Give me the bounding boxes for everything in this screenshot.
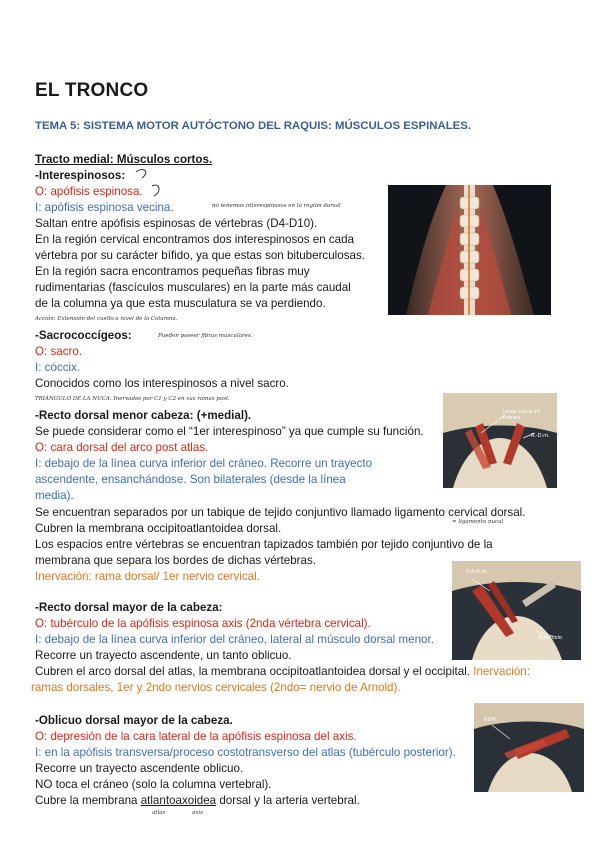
recto-menor-line: Se encuentran separados por un tabique de tejido conjuntivo llamado ligamento cervical dorsal. (35, 506, 526, 519)
recto-menor-line: Cubren la membrana occipitoatlantoidea dorsal. (35, 522, 282, 535)
interespinosos-line: En la región cervical encontramos dos interespinosos en cada (35, 233, 355, 246)
neck-muscles-image (388, 185, 551, 315)
ligament-note: = ligamento nucal (452, 519, 504, 525)
recto-mayor-image (452, 561, 581, 660)
fig-label: Tubérculo (538, 635, 563, 641)
sacrococcigeos-heading: -Sacrococcígeos: (35, 329, 132, 342)
section-heading: Tracto medial: Músculos cortos. (35, 153, 213, 166)
fig-label: R.A-D.m. (466, 569, 488, 575)
recto-mayor-line (35, 664, 530, 680)
interespinosos-action-note: Acción: Extensión del cuello a nivel de la Columna. (35, 316, 178, 322)
recto-mayor-innervation: ramas dorsales, 1er y 2ndo nervios cervicales (2ndo= nervio de Arnold). (31, 681, 401, 694)
oblicuo-mayor-line (35, 793, 360, 809)
recto-mayor-heading: -Recto dorsal mayor de la cabeza: (35, 601, 223, 614)
oblicuo-mayor-line: NO toca el cráneo (solo la columna vertebral). (35, 778, 272, 791)
oblicuo-line3-a: Cubre la membrana (35, 794, 141, 807)
recto-menor-image (443, 393, 557, 488)
under-note-axis: axis (192, 810, 203, 816)
fig-label: RDM (484, 717, 496, 723)
fig-label: Línea curva inf. cráneo (503, 409, 542, 421)
sacrococcigeos-origin: O: sacro. (35, 345, 83, 358)
sacrococcigeos-note: Pueden poseer fibras musculares. (158, 333, 253, 339)
interespinosos-line: vértebra por su carácter bífido, ya que estas son bituberculosas. (35, 249, 365, 262)
sacrococcigeos-insertion: I: cóccix. (35, 361, 81, 374)
fig-label: R.-D.m. (531, 433, 550, 439)
recto-menor-line: Los espacios entre vértebras se encuentran tapizados también por tejido conjuntivo de la (35, 538, 493, 551)
oblicuo-line3-underlined: atlantoaxoidea (140, 794, 217, 807)
under-note-atlas: atlas (152, 810, 166, 816)
recto-menor-insertion: ascendente, ensanchándose. Son bilaterales (desde la línea (35, 473, 346, 486)
recto-menor-innervation: Inervación: rama dorsal/ 1er nervio cervical. (35, 570, 260, 583)
oblicuo-mayor-heading: -Oblicuo dorsal mayor de la cabeza. (35, 714, 233, 727)
page-title: EL TRONCO (35, 80, 149, 101)
interespinosos-insertion: I: apófisis espinosa vecina. (35, 201, 174, 214)
recto-mayor-origin: O: tubérculo de la apófisis espinosa axis (2nda vértebra cervical). (35, 617, 371, 630)
oblicuo-line3-b: dorsal y la arteria vertebral. (216, 794, 360, 807)
oblicuo-mayor-origin: O: depresión de la cara lateral de la apófisis espinosa del axis. (35, 730, 357, 743)
recto-mayor-line2: Cubren el arco dorsal del atlas, la membrana occipitoatlantoidea dorsal y el occipital. (35, 665, 470, 678)
interespinosos-heading: -Interespinosos: (35, 169, 126, 182)
recto-menor-insertion: media). (35, 489, 74, 502)
oblicuo-mayor-line: Recorre un trayecto ascendente oblicuo. (35, 762, 244, 775)
interespinosos-line: En la región sacra encontramos pequeñas fibras muy (35, 265, 310, 278)
recto-menor-line: Se puede considerar como el “1er interespinoso” ya que cumple su función. (35, 425, 424, 438)
oblicuo-mayor-image (474, 703, 584, 792)
interespinosos-line: de la columna ya que esta musculatura se va perdiendo. (35, 297, 326, 310)
recto-menor-insertion: I: debajo de la línea curva inferior del cráneo. Recorre un trayecto (35, 457, 373, 470)
recto-mayor-line: Recorre un trayecto ascendente, un tanto oblicuo. (35, 649, 292, 662)
interespinosos-note: no tenemos interespinosos en la región dorsal (212, 203, 341, 209)
recto-mayor-insertion: I: debajo de la línea curva inferior del cráneo, lateral al músculo dorsal menor. (35, 633, 434, 646)
interespinosos-origin: O: apófisis espinosa. (35, 185, 143, 198)
sacrococcigeos-line: Conocidos como los interespinosos a nivel sacro. (35, 377, 289, 390)
recto-menor-heading: -Recto dorsal menor cabeza: (+medial). (35, 409, 252, 422)
triangulo-note: TRIÁNGULO DE LA NUCA: Inervados por C1 y C2 en sus ramas post. (35, 396, 230, 402)
recto-menor-line: membrana que separa los bordes de dichas vértebras. (35, 554, 316, 567)
page-subtitle: TEMA 5: SISTEMA MOTOR AUTÓCTONO DEL RAQUIS: MÚSCULOS ESPINALES. (35, 120, 472, 132)
interespinosos-line: rudimentarias (fascículos musculares) en la parte más caudal (35, 281, 351, 294)
recto-mayor-innervation-label: Inervación: (473, 665, 530, 678)
recto-menor-origin: O: cara dorsal del arco post atlas. (35, 441, 209, 454)
oblicuo-mayor-insertion: I: en la apófisis transversa/proceso costotransverso del atlas (tubérculo posterior). (35, 746, 456, 759)
interespinosos-line: Saltan entre apófisis espinosas de vértebras (D4-D10). (35, 217, 318, 230)
